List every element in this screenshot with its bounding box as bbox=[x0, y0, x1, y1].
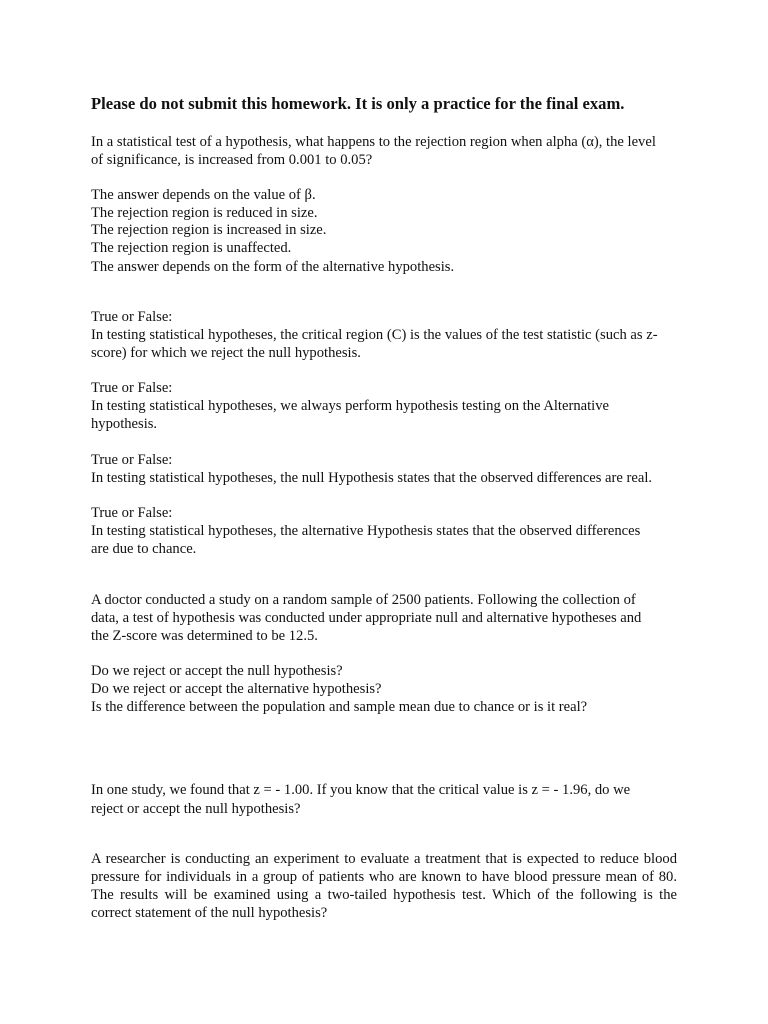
question-text: pressure for individuals in a group of patients who are known to have blood pressure mean of 80. bbox=[91, 869, 677, 885]
sub-question: Do we reject or accept the alternative hypothesis? bbox=[91, 681, 382, 697]
question-text: In testing statistical hypotheses, the alternative Hypothesis states that the observed differences bbox=[91, 523, 641, 539]
page-title: Please do not submit this homework. It is only a practice for the final exam. bbox=[91, 94, 625, 113]
true-false-label: True or False: bbox=[91, 309, 173, 325]
question-text: of significance, is increased from 0.001 to 0.05? bbox=[91, 152, 373, 168]
answer-option: The answer depends on the form of the alternative hypothesis. bbox=[91, 259, 455, 275]
answer-option: The rejection region is increased in size. bbox=[91, 222, 327, 238]
question-text: hypothesis. bbox=[91, 416, 158, 432]
true-false-label: True or False: bbox=[91, 452, 173, 468]
question-text: A doctor conducted a study on a random sample of 2500 patients. Following the collection of bbox=[91, 592, 636, 608]
sub-question: Do we reject or accept the null hypothesis? bbox=[91, 663, 343, 679]
question-text: In one study, we found that z = - 1.00. If you know that the critical value is z = - 1.96, do we bbox=[91, 782, 631, 798]
question-text: the Z-score was determined to be 12.5. bbox=[91, 628, 318, 644]
question-text: reject or accept the null hypothesis? bbox=[91, 801, 301, 817]
question-text: data, a test of hypothesis was conducted under appropriate null and alternative hypotheses and bbox=[91, 610, 642, 626]
question-text: In testing statistical hypotheses, the null Hypothesis states that the observed differences are real. bbox=[91, 470, 653, 486]
question-text: In testing statistical hypotheses, we always perform hypothesis testing on the Alternative bbox=[91, 398, 609, 414]
question-text: score) for which we reject the null hypothesis. bbox=[91, 345, 361, 361]
question-text: In testing statistical hypotheses, the critical region (C) is the values of the test statistic (such as z- bbox=[91, 327, 658, 343]
sub-question: Is the difference between the population and sample mean due to chance or is it real? bbox=[91, 699, 588, 715]
question-text: correct statement of the null hypothesis? bbox=[91, 905, 328, 921]
question-text: In a statistical test of a hypothesis, what happens to the rejection region when alpha (α), the level bbox=[91, 134, 656, 150]
true-false-label: True or False: bbox=[91, 380, 173, 396]
answer-option: The rejection region is unaffected. bbox=[91, 240, 292, 256]
question-text: are due to chance. bbox=[91, 541, 197, 557]
answer-option: The answer depends on the value of β. bbox=[91, 187, 316, 203]
question-text: A researcher is conducting an experiment to evaluate a treatment that is expected to reduce blood bbox=[91, 851, 677, 867]
true-false-label: True or False: bbox=[91, 505, 173, 521]
question-text: The results will be examined using a two-tailed hypothesis test. Which of the following is the bbox=[91, 887, 677, 903]
answer-option: The rejection region is reduced in size. bbox=[91, 205, 318, 221]
